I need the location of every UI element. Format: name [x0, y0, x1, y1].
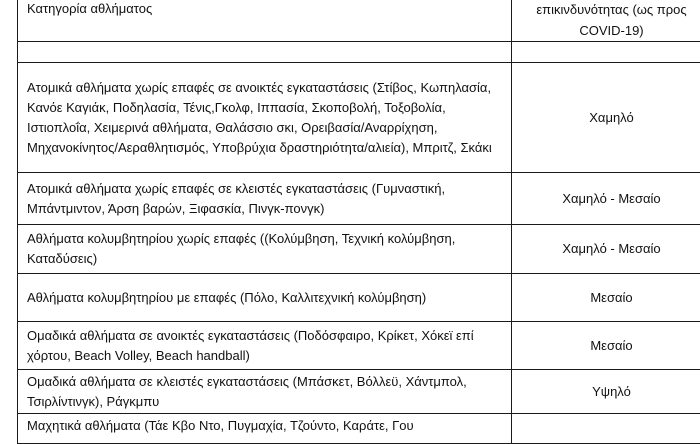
risk-level-cell — [512, 414, 700, 444]
risk-level-cell: Χαμηλό - Μεσαίο — [512, 173, 700, 225]
risk-level-cell: Μεσαίο — [512, 322, 700, 370]
table-row — [18, 414, 700, 444]
risk-level-cell: Υψηλό — [512, 370, 700, 414]
table-row — [18, 322, 700, 370]
category-cell: Αθλήματα κολυμβητηρίου χωρίς επαφές ((Κολύμβηση, Τεχνική κολύμβηση, Καταδύσεις) — [18, 225, 512, 274]
header-risk-cell: επικινδυνότητας (ως προς COVID-19) — [512, 0, 700, 42]
table-header-row — [18, 0, 700, 42]
category-cell: Μαχητικά αθλήματα (Τάε Κβο Ντο, Πυγμαχία, Τζούντο, Καράτε, Γου — [18, 414, 512, 444]
table-row — [18, 274, 700, 322]
table-row — [18, 225, 700, 274]
table-spacer-row — [18, 42, 700, 63]
table-row — [18, 370, 700, 414]
risk-level-cell: Μεσαίο — [512, 274, 700, 322]
category-cell: Ομαδικά αθλήματα σε κλειστές εγκαταστάσεις (Μπάσκετ, Βόλλεϋ, Χάντμπολ, Τσιρλίντινγκ), Ράγκμπυ — [18, 370, 512, 414]
table-row — [18, 63, 700, 173]
table-row — [18, 173, 700, 225]
spacer-cell — [512, 42, 700, 63]
risk-level-cell: Χαμηλό - Μεσαίο — [512, 225, 700, 274]
category-cell: Ατομικά αθλήματα χωρίς επαφές σε ανοικτές εγκαταστάσεις (Στίβος, Κωπηλασία, Κανόε Καγιάκ, Ποδηλασία, Τένις,Γκολφ, Ιππασία, Σκοποβολή, Τοξοβολία, Ιστιοπλοΐα, Χειμερινά αθλήματα, Θαλάσσιο σκι, Ορειβασία/Αναρρίχηση, Μηχανοκίνητος/Αεραθλητισμός, Υποβρύχια δραστηριότητα/αλιεία), Μπριτζ, Σκάκι — [18, 63, 512, 173]
spacer-cell — [18, 42, 512, 63]
sports-risk-table — [17, 0, 700, 444]
category-cell: Αθλήματα κολυμβητηρίου με επαφές (Πόλο, Καλλιτεχνική κολύμβηση) — [18, 274, 512, 322]
category-cell: Ατομικά αθλήματα χωρίς επαφές σε κλειστές εγκαταστάσεις (Γυμναστική, Μπάντμιντον, Άρση βαρών, Ξιφασκία, Πινγκ-πονγκ) — [18, 173, 512, 225]
risk-level-cell: Χαμηλό — [512, 63, 700, 173]
category-cell: Ομαδικά αθλήματα σε ανοικτές εγκαταστάσεις (Ποδόσφαιρο, Κρίκετ, Χόκεϊ επί χόρτου, Beach Volley, Beach handball) — [18, 322, 512, 370]
header-category-cell: Κατηγορία αθλήματος — [18, 0, 512, 42]
